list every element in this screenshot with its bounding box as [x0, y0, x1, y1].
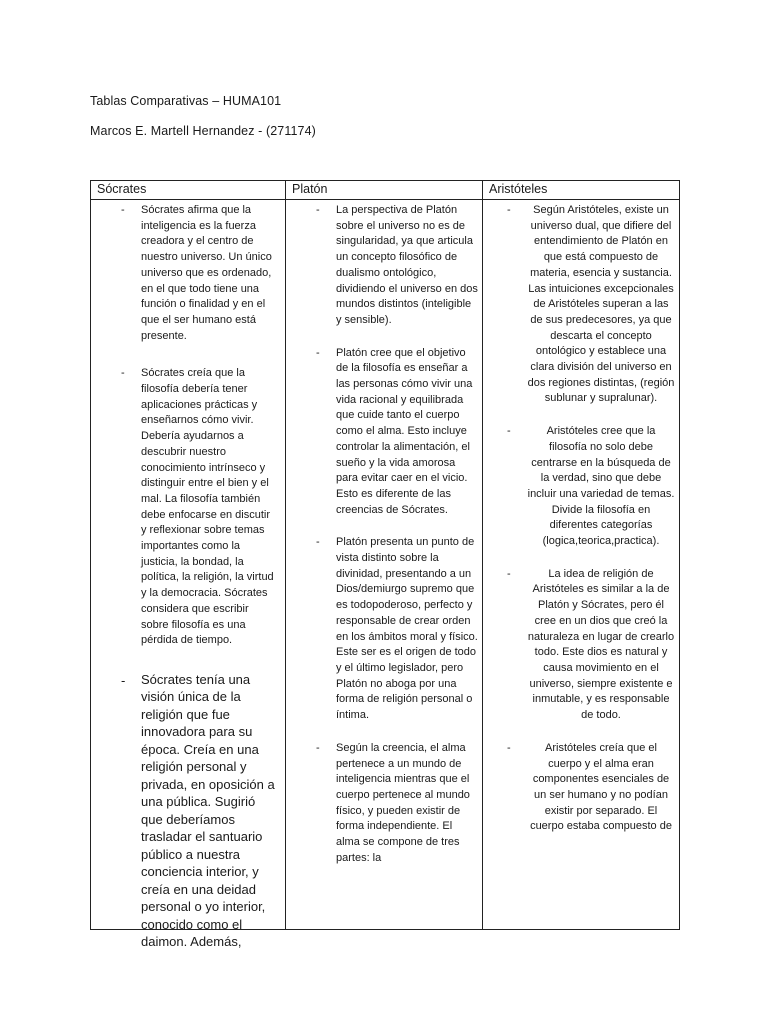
- bullet-dash: -: [316, 204, 320, 216]
- bullet-dash: -: [507, 425, 511, 438]
- point-text: Sócrates tenía una visión única de la religión que fue innovadora para su época. Creía en una religión personal y privada, en oposición a una pública. Sugirió que deberíamos trasladar el santuario público a nuestra conciencia interior, y creía en una deidad personal o yo interior, conocido como el daimon. Además,: [141, 671, 275, 950]
- platon-point-religion: [286, 535, 482, 723]
- header-socrates: Sócrates: [91, 181, 286, 200]
- bullet-dash: -: [507, 204, 511, 216]
- table-row: [91, 200, 680, 930]
- aristoteles-point-soul: [483, 741, 679, 835]
- document-title: Tablas Comparativas – HUMA101: [90, 94, 282, 108]
- aristoteles-points: [483, 203, 679, 835]
- socrates-point-universe: [91, 203, 285, 344]
- point-text: Sócrates afirma que la inteligencia es la fuerza creadora y el centro de nuestro universo. Un único universo que es ordenado, en el que todo tiene una función o finalidad y en el que el ser humano está presente.: [141, 204, 272, 342]
- aristoteles-point-universe: [483, 203, 679, 407]
- table-header-row: [91, 181, 680, 200]
- header-aristoteles: Aristóteles: [483, 181, 680, 200]
- bullet-dash: -: [121, 367, 125, 380]
- platon-points: [286, 203, 482, 866]
- point-text: Aristóteles creía que el cuerpo y el alma eran componentes esenciales de un ser humano y no podían existir por separado. El cuerpo estaba compuesto de: [530, 741, 672, 833]
- cell-socrates: [91, 200, 286, 950]
- platon-point-universe: [286, 203, 482, 329]
- cell-aristoteles: [483, 200, 680, 930]
- bullet-dash: -: [316, 346, 320, 359]
- point-text: Según Aristóteles, existe un universo dual, que difiere del entendimiento de Platón en que está compuesto de materia, esencia y sustancia. Las intuiciones excepcionales de Aristóteles superan a las de sus predecesores, ya que descarta el concepto ontológico y establece una clara división del universo en dos regiones distintas, (región sublunar y supralunar).: [527, 204, 675, 405]
- bullet-dash: -: [121, 672, 126, 688]
- platon-point-soul: [286, 741, 482, 867]
- document-author: Marcos E. Martell Hernandez - (271174): [90, 124, 316, 138]
- aristoteles-point-philosophy: [483, 424, 679, 550]
- point-text: La idea de religión de Aristóteles es similar a la de Platón y Sócrates, pero él cree en un dios que creó la naturaleza en lugar de crearlo todo. Este dios es natural y causa movimiento en el universo, siempre existente e inmutable, y es responsable de todo.: [527, 567, 675, 722]
- point-text: Platón presenta un punto de vista distinto sobre la divinidad, presentando a un Dios/demiurgo supremo que es todopoderoso, perfecto y responsable de crear orden en los ámbitos moral y físico. Este ser es el origen de todo y el último legislador, pero Platón no aboga por una forma de religión personal o íntima.: [336, 536, 478, 722]
- bullet-dash: -: [316, 536, 320, 549]
- header-platon: Platón: [286, 181, 483, 200]
- point-text: La perspectiva de Platón sobre el universo no es de singularidad, ya que articula un concepto filosófico de dualismo ontológico, dividiendo el universo en dos mundos distintos (inteligible y sensible).: [336, 204, 478, 326]
- aristoteles-point-religion: [483, 567, 679, 724]
- bullet-dash: -: [316, 741, 320, 754]
- socrates-point-religion: [91, 671, 285, 951]
- point-text: Sócrates creía que la filosofía debería tener aplicaciones prácticas y enseñarnos cómo vivir. Debería ayudarnos a descubrir nuestro conocimiento intrínseco y distinguir entre el bien y el mal. La filosofía también debe enfocarse en discutir y reflexionar sobre temas importantes como la justicia, la bondad, la política, la religión, la virtud y la democracia. Sócrates considera que escribir sobre filosofía es una pérdida de tiempo.: [141, 367, 274, 647]
- socrates-point-philosophy: [91, 366, 285, 649]
- bullet-dash: -: [507, 741, 511, 754]
- bullet-dash: -: [121, 204, 125, 216]
- comparison-table: [90, 180, 680, 950]
- socrates-points: [91, 203, 285, 951]
- cell-platon: [286, 200, 483, 930]
- platon-point-philosophy: [286, 346, 482, 519]
- point-text: Según la creencia, el alma pertenece a un mundo de inteligencia mientras que el cuerpo pertenece al mundo físico, y pueden existir de forma independiente. El alma se compone de tres partes: la: [336, 741, 470, 864]
- bullet-dash: -: [507, 567, 511, 580]
- point-text: Platón cree que el objetivo de la filosofía es enseñar a las personas cómo vivir una vida racional y equilibrada que cuide tanto el cuerpo como el alma. Esto incluye controlar la alimentación, el sueño y la vida amorosa para evitar caer en el vicio. Esto es diferente de las creencias de Sócrates.: [336, 346, 473, 516]
- point-text: Aristóteles cree que la filosofía no solo debe centrarse en la búsqueda de la verdad, sino que debe incluir una variedad de temas. Divide la filosofía en diferentes categorías (logica,teorica,practica).: [527, 425, 675, 548]
